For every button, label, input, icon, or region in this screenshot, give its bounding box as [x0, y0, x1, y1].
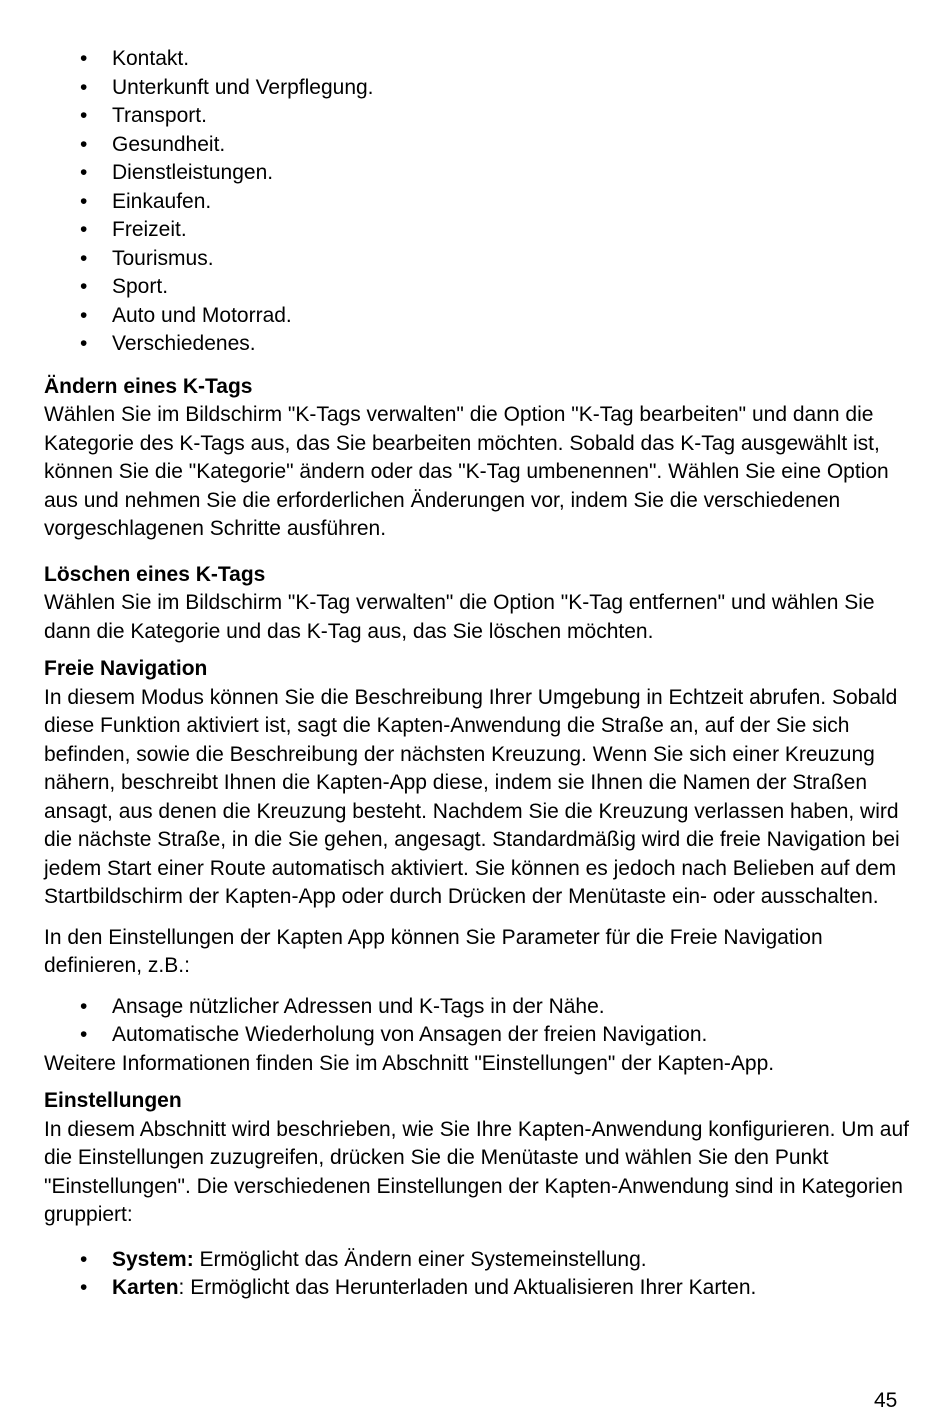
- section-body: In diesem Abschnitt wird beschrieben, wie Sie Ihre Kapten-Anwendung konfigurieren. Um auf die Einstellungen zuzugreifen, drücken Sie die Menütaste und wählen Sie den Punkt "Einstellungen". Die verschiedenen Einstellungen der Kapten-Anwendung sind in Kategorien gruppiert:: [44, 1117, 909, 1226]
- section-aendern: [44, 373, 924, 544]
- list-item-text: : Ermöglicht das Herunterladen und Aktualisieren Ihrer Karten.: [178, 1276, 757, 1299]
- section-body: Wählen Sie im Bildschirm "K-Tag verwalten" die Option "K-Tag entfernen" und wählen Sie dann die Kategorie und das K-Tag aus, das Sie löschen möchten.: [44, 591, 875, 643]
- list-item: • Sport.: [44, 273, 924, 302]
- section-loeschen: [44, 561, 924, 647]
- list-item: • Auto und Motorrad.: [44, 302, 924, 331]
- section-heading: Freie Navigation: [44, 657, 208, 680]
- section-heading: Löschen eines K-Tags: [44, 562, 266, 586]
- list-item: • Freizeit.: [44, 216, 924, 245]
- section-body: Wählen Sie im Bildschirm "K-Tags verwalten" die Option "K-Tag bearbeiten" und dann die Kategorie des K-Tags aus, das Sie bearbeiten möchten. Sobald das K-Tag ausgewählt ist, können Sie die "Kategorie" ändern oder das "K-Tag umbenennen". Wählen Sie eine Option aus und nehmen Sie die erforderlichen Änderungen vor, indem Sie die verschiedenen vorgeschlagenen Schritte ausführen.: [44, 403, 889, 540]
- list-item: • Ansage nützlicher Adressen und K-Tags in der Nähe.: [44, 993, 924, 1022]
- section-freie-navigation: [44, 655, 924, 1078]
- list-item: • Transport.: [44, 102, 924, 131]
- page-number: 45: [874, 1389, 898, 1412]
- section-body-2: In den Einstellungen der Kapten App können Sie Parameter für die Freie Navigation definieren, z.B.:: [44, 925, 823, 977]
- section-einstellungen: [44, 1087, 924, 1303]
- list-item: • Tourismus.: [44, 245, 924, 274]
- section-heading: Einstellungen: [44, 1089, 182, 1112]
- list-item-term: Karten: [112, 1276, 179, 1299]
- section-note: Weitere Informationen finden Sie im Abschnitt "Einstellungen" der Kapten-App.: [44, 1051, 775, 1075]
- list-item: [44, 1246, 924, 1275]
- category-list: [44, 45, 924, 359]
- list-item: • Einkaufen.: [44, 188, 924, 217]
- list-item: • Kontakt.: [44, 45, 924, 74]
- section-body: In diesem Modus können Sie die Beschreibung Ihrer Umgebung in Echtzeit abrufen. Sobald diese Funktion aktiviert ist, sagt die Kapten-Anwendung die Straße an, auf der Sie sich befinden, sowie die Beschreibung der nächsten Kreuzung. Wenn Sie sich einer Kreuzung nähern, beschreibt Ihnen die Kapten-App diese, indem sie Ihnen die Namen der Straßen ansagt, aus denen die Kreuzung besteht. Nachdem Sie die Kreuzung verlassen haben, wird die nächste Straße, in die Sie gehen, angesagt. Standardmäßig wird die freie Navigation bei jedem Start einer Route automatisch aktiviert. Sie können es jedoch nach Belieben auf dem Startbildschirm der Kapten-App oder durch Drücken der Menütaste ein- oder ausschalten.: [44, 685, 900, 908]
- list-item: • Verschiedenes.: [44, 330, 924, 359]
- freie-navigation-parameter-list: [44, 993, 924, 1050]
- list-item: • Gesundheit.: [44, 131, 924, 160]
- list-item-term: System:: [112, 1247, 194, 1271]
- settings-category-list: [44, 1246, 924, 1303]
- page-content: [44, 45, 924, 1303]
- list-item: • Unterkunft und Verpflegung.: [44, 74, 924, 103]
- list-item: • Automatische Wiederholung von Ansagen der freien Navigation.: [44, 1021, 924, 1050]
- list-item: [44, 1274, 924, 1303]
- section-heading: Ändern eines K-Tags: [44, 374, 253, 398]
- list-item-text: Ermöglicht das Ändern einer Systemeinstellung.: [193, 1247, 647, 1271]
- list-item: • Dienstleistungen.: [44, 159, 924, 188]
